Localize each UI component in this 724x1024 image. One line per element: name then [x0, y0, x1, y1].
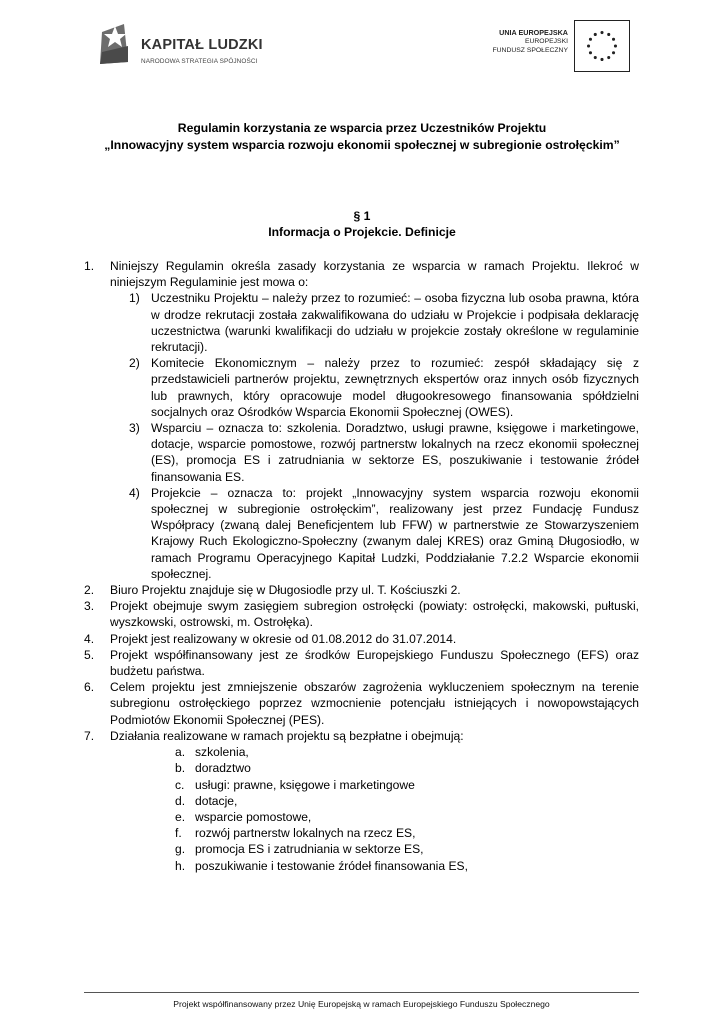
list-item [84, 582, 639, 598]
ue-logo [478, 20, 630, 72]
list-item [84, 598, 639, 630]
activity-text: dotacje, [195, 793, 238, 808]
activity-item [84, 777, 639, 793]
eu-flag-icon [574, 20, 630, 72]
item-text: Projekt współfinansowany jest ze środków Europejskiego Funduszu Społecznego (EFS) oraz budżetu państwa. [110, 647, 639, 679]
definition-number: 4) [129, 485, 140, 500]
activity-item [84, 858, 639, 874]
item-text: Biuro Projektu znajduje się w Długosiodle przy ul. T. Kościuszki 2. [110, 583, 461, 598]
list-item [84, 679, 639, 728]
kapital-ludzki-star-icon [98, 22, 130, 66]
activity-item [84, 793, 639, 809]
definition-item [84, 485, 639, 582]
activity-item [84, 760, 639, 776]
activity-text: poszukiwanie i testowanie źródeł finansowania ES, [195, 858, 468, 873]
item-number: 3. [84, 599, 95, 614]
section-heading: Informacja o Projekcie. Definicje [268, 225, 456, 239]
ue-line-3: FUNDUSZ SPOŁECZNY [492, 47, 568, 55]
ue-text [492, 28, 568, 56]
definition-item [84, 290, 639, 355]
activity-letter: e. [175, 809, 186, 824]
definition-text: Projekcie – oznacza to: projekt „Innowacyjny system wsparcia rozwoju ekonomii społecznej w subregionie ostrołęckim”, realizowany jest przez Fundację Fundusz Współpracy (zwaną dalej Beneficjentem lub FFW) w partnerstwie ze Stowarzyszeniem Krajowy Ruch Ekologiczno-Społeczny (zwanym dalej KRES) oraz Gminą Długosiodło, w ramach Programu Operacyjnego Kapitał Ludzki, Poddziałanie 7.2.2 Wsparcie ekonomii społecznej. [151, 485, 639, 581]
activity-text: szkolenia, [195, 745, 249, 760]
document-title-line-2: „Innowacyjny system wsparcia rozwoju ekonomii społecznej w subregionie ostrołęckim” [104, 138, 620, 152]
activity-text: rozwój partnerstw lokalnych na rzecz ES, [195, 826, 416, 841]
kapital-ludzki-title: KAPITAŁ LUDZKI [141, 37, 263, 53]
list-item [84, 728, 639, 744]
item-number: 2. [84, 583, 95, 598]
ue-line-2: EUROPEJSKI [524, 38, 568, 46]
section-number: § 1 [353, 209, 371, 223]
item-number: 7. [84, 728, 95, 743]
activity-letter: c. [175, 777, 185, 792]
definition-item [84, 420, 639, 485]
item-number: 6. [84, 680, 95, 695]
item-text: Niniejszy Regulamin określa zasady korzystania ze wsparcia w ramach Projektu. Ilekroć w niniejszym Regulaminie jest mowa o: [110, 259, 639, 290]
definition-item [84, 355, 639, 420]
page-header [0, 0, 724, 90]
activity-text: usługi: prawne, księgowe i marketingowe [195, 777, 415, 792]
footer-text: Projekt współfinansowany przez Unię Europejską w ramach Europejskiego Funduszu Społecznego [173, 999, 550, 1009]
definition-number: 2) [129, 356, 140, 371]
item-number: 1. [84, 259, 95, 273]
definition-number: 3) [129, 421, 140, 436]
ue-line-1: UNIA EUROPEJSKA [499, 28, 568, 37]
kapital-ludzki-subtitle: NARODOWA STRATEGIA SPÓJNOŚCI [141, 58, 258, 65]
definition-text: Komitecie Ekonomicznym – należy przez to rozumieć: zespół składający się z przedstawicieli partnerów projektu, zewnętrznych ekspertów oraz innych osób fizycznych lub prawnych, który opracowuje model długookresowego finansowania spółdzielni socjalnych oraz Ośrodków Wsparcia Ekonomii Społecznej (OWES). [151, 356, 639, 419]
item-number: 5. [84, 647, 95, 662]
kapital-ludzki-logo [98, 22, 268, 70]
document-title-line-1: Regulamin korzystania ze wsparcia przez Uczestników Projektu [177, 121, 547, 135]
activity-letter: a. [175, 745, 186, 760]
definition-text: Uczestniku Projektu – należy przez to rozumieć: – osoba fizyczna lub osoba prawna, która w drodze rekrutacji została zakwalifikowana do udziału w Projekcie i podpisała deklarację uczestnictwa (warunki kwalifikacji do udziału w projekcie zostały określone w regulaminie rekrutacji). [151, 291, 639, 355]
activity-item [84, 841, 639, 857]
activity-item [84, 809, 639, 825]
activity-letter: d. [175, 793, 186, 808]
item-number: 4. [84, 631, 95, 646]
activity-letter: f. [175, 826, 182, 841]
activity-letter: h. [175, 858, 186, 873]
document-body [84, 258, 639, 874]
definition-text: Wsparciu – oznacza to: szkolenia. Doradztwo, usługi prawne, księgowe i marketingowe, dotacje, wsparcie pomostowe, rozwój partnerstw lokalnych na rzecz ekonomii społecznej (ES), promocja ES i zatrudniania w sektorze ES, poszukiwanie i testowanie źródeł finansowania ES. [151, 421, 639, 484]
activity-text: doradztwo [195, 761, 251, 776]
activity-letter: g. [175, 842, 186, 857]
item-text: Działania realizowane w ramach projektu są bezpłatne i obejmują: [110, 728, 464, 743]
footer-divider [84, 992, 639, 993]
item-text: Projekt obejmuje swym zasięgiem subregion ostrołęcki (powiaty: ostrołęcki, makowski, pułtuski, wyszkowski, ostrowski, m. Ostrołęka). [110, 599, 639, 630]
item-text: Celem projektu jest zmniejszenie obszarów zagrożenia wykluczeniem społecznym na terenie subregionu ostrołęckiego poprzez wzmocnienie potencjału istniejących i nowopowstających Podmiotów Ekonomii Społecznej (PES). [110, 680, 639, 727]
activity-item [84, 744, 639, 760]
activity-letter: b. [175, 761, 186, 776]
list-item [84, 258, 639, 290]
item-text: Projekt jest realizowany w okresie od 01.08.2012 do 31.07.2014. [110, 631, 457, 646]
activity-text: wsparcie pomostowe, [195, 809, 312, 824]
list-item [84, 647, 639, 679]
definition-number: 1) [129, 291, 140, 306]
list-item [84, 631, 639, 647]
activity-item [84, 825, 639, 841]
activity-text: promocja ES i zatrudniania w sektorze ES, [195, 842, 424, 857]
